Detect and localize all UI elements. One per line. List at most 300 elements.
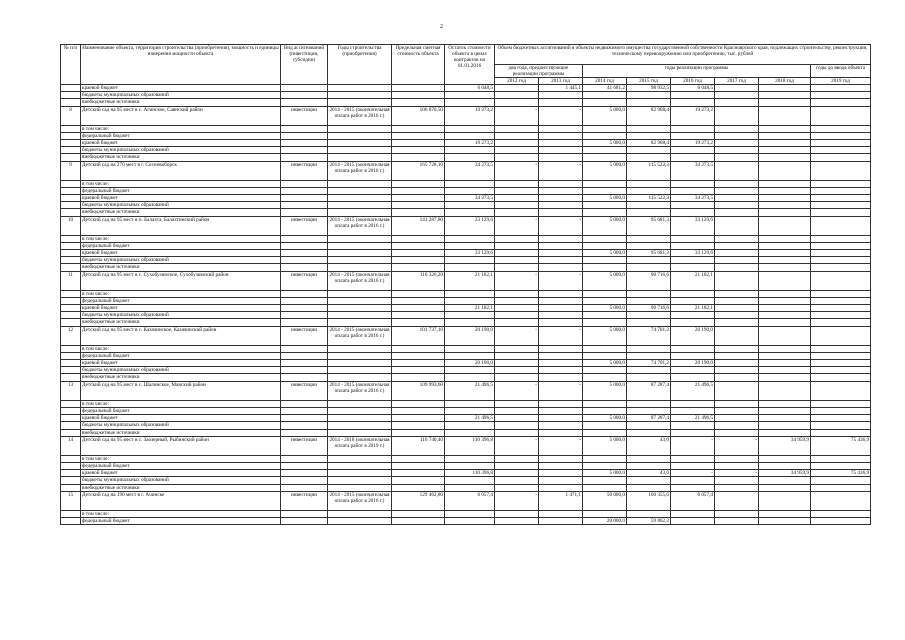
cell-y2013: 1 445,1 [539, 85, 583, 92]
cell-y2015 [627, 290, 671, 297]
cell-y2016 [671, 367, 715, 374]
cell-y2016: - [671, 436, 715, 455]
cell-years [328, 345, 392, 352]
cell-y2012 [495, 140, 539, 147]
cell-y2015 [627, 429, 671, 436]
cell-name: федеральный бюджет [81, 297, 281, 304]
cell-rest: 19 273,2 [445, 106, 495, 125]
cell-y2018 [759, 264, 811, 271]
col-name-header: Наименование объекта, территория строительства (приобретения), мощность и единицы измерения мощности объекта [81, 45, 281, 85]
cell-y2012: - [495, 106, 539, 125]
cell-type [281, 180, 328, 187]
sub-row [61, 209, 871, 216]
cell-y2015 [627, 484, 671, 491]
cell-y2015: 82 968,4 [627, 106, 671, 125]
cell-y2013 [539, 147, 583, 154]
cell-y2013 [539, 235, 583, 242]
cell-cost [392, 484, 445, 491]
cell-name: Детский сад на 95 мест в с. Заозерный, Рыбинский район [81, 436, 281, 455]
cell-y2016: 21 496,5 [671, 381, 715, 400]
cell-y2016 [671, 297, 715, 304]
cell-no [61, 517, 81, 524]
cell-y2017 [715, 132, 759, 139]
cell-years [328, 305, 392, 312]
cell-years [328, 319, 392, 326]
cell-y2013 [539, 180, 583, 187]
cell-y2015 [627, 242, 671, 249]
sub-row [61, 257, 871, 264]
cell-y2014 [583, 477, 627, 484]
cell-name: краевой бюджет [81, 250, 281, 257]
cell-y2012 [495, 510, 539, 517]
cell-y2016 [671, 147, 715, 154]
cell-cost [392, 517, 445, 524]
cell-cost [392, 140, 445, 147]
cell-y2015 [627, 312, 671, 319]
cell-y2012 [495, 209, 539, 216]
cell-cost [392, 132, 445, 139]
cell-no [61, 202, 81, 209]
cell-type: инвестиции [281, 271, 328, 290]
cell-y2016 [671, 312, 715, 319]
cell-type [281, 374, 328, 381]
cell-cost [392, 415, 445, 422]
cell-y2019 [811, 99, 871, 106]
cell-rest [445, 154, 495, 161]
cell-y2014 [583, 202, 627, 209]
cell-y2014: 5 000,0 [583, 305, 627, 312]
cell-cost: 165 728,10 [392, 161, 445, 180]
cell-y2017 [715, 250, 759, 257]
cell-name: федеральный бюджет [81, 187, 281, 194]
cell-y2018 [759, 422, 811, 429]
cell-years: 2014 - 2015 (окончательная оплата работ в 2016 г.) [328, 161, 392, 180]
cell-rest [445, 92, 495, 99]
cell-y2017 [715, 455, 759, 462]
cell-y2015 [627, 209, 671, 216]
cell-y2013: - [539, 326, 583, 345]
cell-y2018 [759, 367, 811, 374]
cell-cost [392, 510, 445, 517]
cell-name: краевой бюджет [81, 305, 281, 312]
cell-no [61, 257, 81, 264]
cell-y2013 [539, 187, 583, 194]
cell-years: 2014 - 2015 (окончательная оплата работ в 2016 г.) [328, 106, 392, 125]
cell-no [61, 462, 81, 469]
sub-row [61, 264, 871, 271]
cell-y2015 [627, 510, 671, 517]
cell-cost [392, 470, 445, 477]
cell-cost [392, 455, 445, 462]
cell-y2012 [495, 264, 539, 271]
cell-cost [392, 400, 445, 407]
cell-name: бюджеты муниципальных образований [81, 257, 281, 264]
cell-y2012 [495, 319, 539, 326]
cell-type: инвестиции [281, 381, 328, 400]
cell-y2016: 34 273,5 [671, 195, 715, 202]
cell-y2014: 5 000,0 [583, 415, 627, 422]
cell-y2015: 74 701,2 [627, 326, 671, 345]
cell-name: Детский сад на 95 мест в с. Агинское, Саянский район [81, 106, 281, 125]
cell-years [328, 415, 392, 422]
cell-y2014 [583, 319, 627, 326]
sub-row [61, 290, 871, 297]
cell-y2016: 34 273,5 [671, 161, 715, 180]
cell-years [328, 99, 392, 106]
cell-y2017 [715, 491, 759, 510]
cell-y2017 [715, 209, 759, 216]
object-row [61, 216, 871, 235]
cell-y2019 [811, 429, 871, 436]
cell-type [281, 470, 328, 477]
cell-no [61, 415, 81, 422]
cell-type: инвестиции [281, 436, 328, 455]
cell-no: 13 [61, 381, 81, 400]
cell-y2019 [811, 132, 871, 139]
cell-type [281, 400, 328, 407]
cell-y2017: - [715, 470, 759, 477]
cell-type [281, 429, 328, 436]
cell-y2014: 5 000,0 [583, 436, 627, 455]
sub-row [61, 140, 871, 147]
cell-cost [392, 312, 445, 319]
cell-y2013 [539, 209, 583, 216]
cell-years [328, 187, 392, 194]
cell-y2013: - [539, 381, 583, 400]
cell-y2013: - [539, 106, 583, 125]
cell-y2012 [495, 202, 539, 209]
cell-y2014 [583, 242, 627, 249]
cell-y2017 [715, 106, 759, 125]
cell-name: в том числе: [81, 400, 281, 407]
cell-rest: 6 048,5 [445, 85, 495, 92]
sub-row [61, 407, 871, 414]
cell-y2016 [671, 264, 715, 271]
cell-y2012: - [495, 161, 539, 180]
cell-no [61, 147, 81, 154]
cell-y2016 [671, 242, 715, 249]
cell-y2015 [627, 132, 671, 139]
cell-name: Детский сад на 95 мест в с. Казачинское, Казачинский район [81, 326, 281, 345]
cell-y2017 [715, 147, 759, 154]
cell-y2017 [715, 360, 759, 367]
cell-rest: 21 182,1 [445, 271, 495, 290]
cell-y2012 [495, 374, 539, 381]
year-header: 2016 год [671, 78, 715, 85]
sub-row [61, 187, 871, 194]
cell-years [328, 195, 392, 202]
cell-rest: 19 273,2 [445, 140, 495, 147]
cell-cost [392, 352, 445, 359]
cell-name: внебюджетные источники [81, 264, 281, 271]
cell-cost [392, 125, 445, 132]
cell-y2014: 5 000,0 [583, 216, 627, 235]
cell-y2012: - [495, 326, 539, 345]
cell-cost [392, 187, 445, 194]
cell-y2019 [811, 415, 871, 422]
cell-type [281, 422, 328, 429]
cell-cost [392, 202, 445, 209]
cell-y2016 [671, 187, 715, 194]
sub-row [61, 429, 871, 436]
cell-rest [445, 290, 495, 297]
cell-y2014 [583, 180, 627, 187]
cell-name: бюджеты муниципальных образований [81, 367, 281, 374]
cell-y2016: 21 182,1 [671, 305, 715, 312]
object-row [61, 491, 871, 510]
cell-type [281, 484, 328, 491]
cell-y2017 [715, 187, 759, 194]
cell-y2019 [811, 154, 871, 161]
cell-y2017 [715, 319, 759, 326]
cell-y2012 [495, 132, 539, 139]
cell-type [281, 147, 328, 154]
cell-type [281, 312, 328, 319]
cell-y2018 [759, 140, 811, 147]
cell-y2012: - [495, 271, 539, 290]
cell-y2014: 5 000,0 [583, 195, 627, 202]
cell-y2018: 34 959,9 [759, 436, 811, 455]
cell-y2019 [811, 407, 871, 414]
cell-name: в том числе: [81, 180, 281, 187]
sub-row [61, 510, 871, 517]
cell-y2015: 87 287,4 [627, 381, 671, 400]
cell-y2012 [495, 250, 539, 257]
cell-y2018 [759, 517, 811, 524]
cell-y2015 [627, 92, 671, 99]
cell-y2017 [715, 99, 759, 106]
cell-y2019 [811, 455, 871, 462]
cell-y2014 [583, 132, 627, 139]
sub-row [61, 400, 871, 407]
cell-y2012 [495, 312, 539, 319]
sub-row [61, 305, 871, 312]
cell-y2016 [671, 477, 715, 484]
cell-y2015: 98 932,5 [627, 85, 671, 92]
cell-y2016 [671, 517, 715, 524]
cell-y2014 [583, 187, 627, 194]
cell-no: 15 [61, 491, 81, 510]
cell-y2017 [715, 242, 759, 249]
cell-no [61, 319, 81, 326]
cell-y2013 [539, 407, 583, 414]
cell-rest [445, 235, 495, 242]
cell-years [328, 360, 392, 367]
cell-name: краевой бюджет [81, 85, 281, 92]
cell-y2018 [759, 312, 811, 319]
cell-y2019 [811, 345, 871, 352]
cell-y2014 [583, 290, 627, 297]
cell-y2018 [759, 147, 811, 154]
cell-rest [445, 345, 495, 352]
cell-y2012 [495, 99, 539, 106]
cell-name: в том числе: [81, 235, 281, 242]
cell-y2018 [759, 242, 811, 249]
cell-name: краевой бюджет [81, 140, 281, 147]
cell-name: внебюджетные источники [81, 429, 281, 436]
cell-y2015 [627, 374, 671, 381]
cell-type [281, 297, 328, 304]
cell-y2019 [811, 312, 871, 319]
cell-y2015 [627, 352, 671, 359]
cell-name: в том числе: [81, 455, 281, 462]
cell-name: федеральный бюджет [81, 517, 281, 524]
cell-no [61, 510, 81, 517]
cell-y2018 [759, 462, 811, 469]
cell-rest: 6 057,4 [445, 491, 495, 510]
cell-rest [445, 187, 495, 194]
cell-rest: 34 273,5 [445, 161, 495, 180]
cell-y2017 [715, 407, 759, 414]
cell-y2017 [715, 312, 759, 319]
cell-y2018 [759, 345, 811, 352]
cell-rest [445, 202, 495, 209]
cell-y2013 [539, 510, 583, 517]
cell-y2014: 5 000,0 [583, 470, 627, 477]
cell-y2015: 90 716,6 [627, 271, 671, 290]
cell-y2012 [495, 297, 539, 304]
cell-cost [392, 235, 445, 242]
cell-y2014 [583, 235, 627, 242]
cell-type [281, 235, 328, 242]
cell-y2013 [539, 400, 583, 407]
cell-y2015 [627, 367, 671, 374]
cell-y2015: 59 862,2 [627, 517, 671, 524]
cell-y2019 [811, 484, 871, 491]
cell-type [281, 132, 328, 139]
cell-no [61, 242, 81, 249]
cell-years [328, 422, 392, 429]
cell-years [328, 400, 392, 407]
cell-y2019 [811, 381, 871, 400]
cell-type [281, 257, 328, 264]
cell-y2018: 34 959,9 [759, 470, 811, 477]
cell-y2018 [759, 154, 811, 161]
cell-y2015 [627, 297, 671, 304]
cell-cost [392, 154, 445, 161]
cell-years [328, 484, 392, 491]
cell-y2014 [583, 352, 627, 359]
cell-y2018 [759, 429, 811, 436]
cell-cost [392, 429, 445, 436]
cell-name: федеральный бюджет [81, 352, 281, 359]
cell-y2014 [583, 257, 627, 264]
cell-y2019 [811, 319, 871, 326]
cell-y2018 [759, 161, 811, 180]
cell-years [328, 352, 392, 359]
cell-cost [392, 257, 445, 264]
cell-no [61, 85, 81, 92]
cell-y2014: 5 000,0 [583, 106, 627, 125]
year-header: 2017 год [715, 78, 759, 85]
cell-y2012 [495, 367, 539, 374]
cell-name: в том числе: [81, 345, 281, 352]
cell-y2013 [539, 250, 583, 257]
cell-y2017 [715, 374, 759, 381]
cell-y2015 [627, 319, 671, 326]
cell-rest: 34 273,5 [445, 195, 495, 202]
sub-row [61, 470, 871, 477]
cell-y2015 [627, 407, 671, 414]
cell-y2013 [539, 92, 583, 99]
cell-y2013: - [539, 271, 583, 290]
object-row [61, 161, 871, 180]
sub-row [61, 242, 871, 249]
cell-y2016 [671, 510, 715, 517]
cell-y2015 [627, 455, 671, 462]
cell-rest: 110 396,8 [445, 470, 495, 477]
cell-y2016: 33 129,6 [671, 216, 715, 235]
cell-y2012 [495, 415, 539, 422]
object-row [61, 381, 871, 400]
cell-name: Детский сад на 270 мест в г. Сосновоборск [81, 161, 281, 180]
cell-y2016 [671, 455, 715, 462]
cell-y2019 [811, 161, 871, 180]
cell-no [61, 484, 81, 491]
cell-rest [445, 374, 495, 381]
cell-y2017 [715, 125, 759, 132]
cell-y2019 [811, 477, 871, 484]
cell-y2016 [671, 407, 715, 414]
cell-no [61, 345, 81, 352]
cell-y2014 [583, 345, 627, 352]
cell-y2017 [715, 257, 759, 264]
cell-cost [392, 250, 445, 257]
cell-no [61, 429, 81, 436]
cell-y2017 [715, 400, 759, 407]
cell-rest [445, 429, 495, 436]
col-years-header: Годы строительства (приобретения) [328, 45, 392, 85]
cell-y2018 [759, 257, 811, 264]
cell-y2012 [495, 470, 539, 477]
cell-y2018 [759, 484, 811, 491]
cell-y2018 [759, 216, 811, 235]
cell-type [281, 455, 328, 462]
cell-cost [392, 99, 445, 106]
cell-y2014 [583, 510, 627, 517]
cell-y2019 [811, 187, 871, 194]
cell-y2012 [495, 484, 539, 491]
sub-row [61, 455, 871, 462]
cell-years [328, 517, 392, 524]
cell-y2015: 43,0 [627, 470, 671, 477]
cell-y2018 [759, 407, 811, 414]
cell-cost [392, 345, 445, 352]
col-cost-header: Предельная сметная стоимость объекта [392, 45, 445, 85]
cell-rest [445, 319, 495, 326]
cell-y2019 [811, 491, 871, 510]
cell-type [281, 305, 328, 312]
cell-name: бюджеты муниципальных образований [81, 92, 281, 99]
cell-y2016 [671, 319, 715, 326]
year-header: 2013 год [539, 78, 583, 85]
col-volume-header: Объем бюджетных ассигнований в объекты недвижимого имущества государственной собственности Красноярского края, подлежащих строительству, реконструкции, техническому перевооружению или приобретению, тыс. рублей [495, 45, 871, 65]
cell-name: федеральный бюджет [81, 407, 281, 414]
cell-rest [445, 422, 495, 429]
cell-y2013: - [539, 436, 583, 455]
cell-y2017 [715, 415, 759, 422]
cell-rest [445, 257, 495, 264]
year-header: 2015 год [627, 78, 671, 85]
cell-cost [392, 422, 445, 429]
sub-row [61, 154, 871, 161]
sub-row [61, 352, 871, 359]
cell-years [328, 140, 392, 147]
cell-rest [445, 517, 495, 524]
cell-y2015 [627, 264, 671, 271]
cell-y2012 [495, 147, 539, 154]
cell-y2019 [811, 517, 871, 524]
